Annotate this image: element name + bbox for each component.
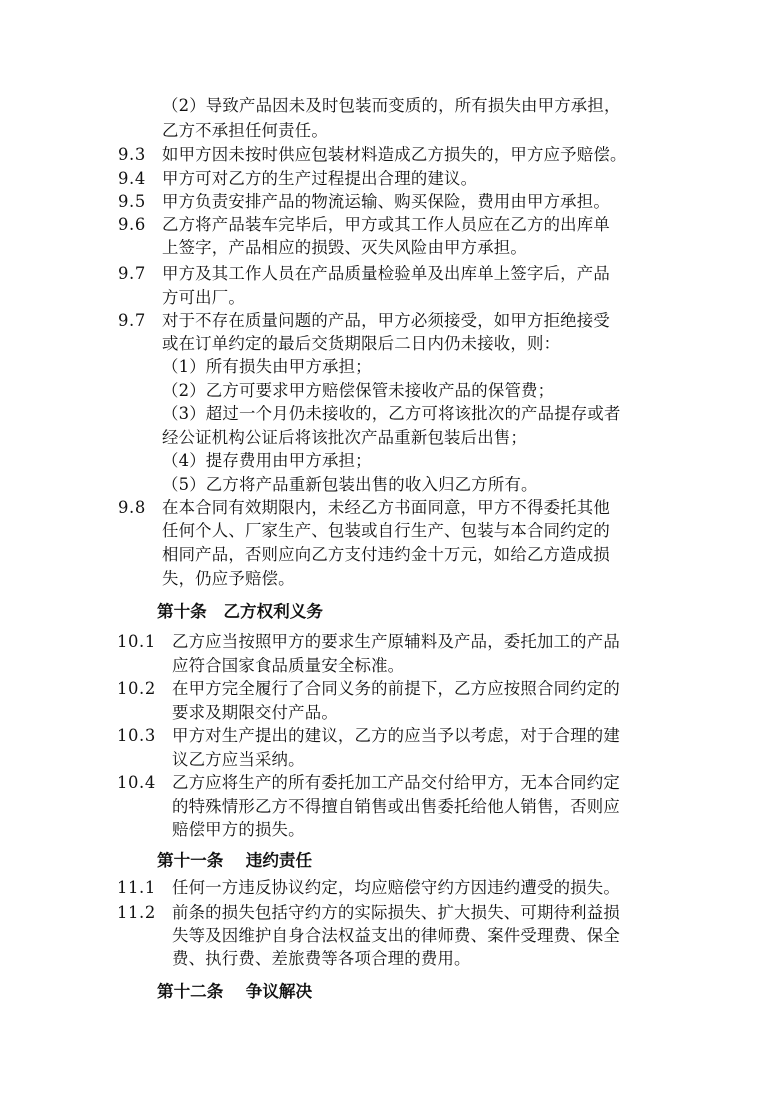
- clause-10-1-line-2: 应符合国家食品质量安全标准。: [172, 656, 405, 675]
- clause-9-2-item-2-line-1: （2）导致产品因未及时包装而变质的，所有损失由甲方承担，: [162, 96, 621, 115]
- clause-9-8-line-2: 任何个人、厂家生产、包装或自行生产、包装与本合同约定的: [162, 521, 610, 540]
- clause-9-7b-item-5: （5）乙方将产品重新包装出售的收入归乙方所有。: [162, 475, 538, 494]
- clause-10-4-number: 10.4: [117, 773, 156, 792]
- clause-10-3-line-2: 议乙方应当采纳。: [172, 750, 305, 769]
- clause-9-7a-line-1: 甲方及其工作人员在产品质量检验单及出库单上签字后，产品: [162, 264, 610, 283]
- clause-9-2-item-2-line-2: 乙方不承担任何责任。: [162, 121, 328, 140]
- clause-9-4-text: 甲方可对乙方的生产过程提出合理的建议。: [162, 169, 478, 188]
- clause-9-7b-line-1: 对于不存在质量问题的产品，甲方必须接受，如甲方拒绝接受: [162, 311, 610, 330]
- clause-10-2-line-2: 要求及期限交付产品。: [172, 703, 338, 722]
- clause-11-1-text: 任何一方违反协议约定，均应赔偿守约方因违约遭受的损失。: [172, 878, 620, 897]
- clause-9-7b-item-3-line-2: 经公证机构公证后将该批次产品重新包装后出售；: [162, 428, 527, 447]
- clause-10-1-number: 10.1: [117, 632, 156, 651]
- clause-9-3-text: 如甲方因未按时供应包装材料造成乙方损失的，甲方应予赔偿。: [162, 145, 627, 164]
- clause-9-7b-item-2: （2）乙方可要求甲方赔偿保管未接收产品的保管费；: [162, 381, 555, 400]
- clause-9-7b-item-1: （1）所有损失由甲方承担；: [162, 357, 372, 376]
- clause-9-5-text: 甲方负责安排产品的物流运输、购买保险，费用由甲方承担。: [162, 192, 610, 211]
- clause-9-8-number: 9.8: [118, 498, 146, 517]
- clause-11-2-line-3: 费、执行费、差旅费等各项合理的费用。: [172, 949, 471, 968]
- clause-9-8-line-1: 在本合同有效期限内，未经乙方书面同意，甲方不得委托其他: [162, 498, 610, 517]
- clause-11-1-number: 11.1: [117, 878, 156, 897]
- clause-9-7b-line-2: 或在订单约定的最后交货期限后二日内仍未接收，则：: [162, 334, 561, 353]
- clause-9-3-number: 9.3: [118, 145, 146, 164]
- clause-11-2-number: 11.2: [117, 903, 156, 922]
- clause-10-2-number: 10.2: [117, 679, 156, 698]
- clause-10-4-line-1: 乙方应将生产的所有委托加工产品交付给甲方，无本合同约定: [172, 773, 620, 792]
- clause-9-6-line-1: 乙方将产品装车完毕后，甲方或其工作人员应在乙方的出库单: [162, 215, 610, 234]
- clause-9-7b-item-3-line-1: （3）超过一个月仍未接收的，乙方可将该批次的产品提存或者: [162, 404, 621, 423]
- article-11-heading: 第十一条 违约责任: [157, 851, 313, 870]
- clause-10-4-line-2: 的特殊情形乙方不得擅自销售或出售委托给他人销售，否则应: [172, 797, 620, 816]
- article-12-heading: 第十二条 争议解决: [157, 982, 313, 1001]
- clause-9-7b-number: 9.7: [118, 311, 146, 330]
- article-10-heading: 第十条 乙方权利义务: [157, 602, 323, 621]
- clause-9-8-line-4: 失，仍应予赔偿。: [162, 569, 295, 588]
- clause-9-8-line-3: 相同产品，否则应向乙方支付违约金十万元，如给乙方造成损: [162, 545, 610, 564]
- clause-9-4-number: 9.4: [118, 169, 146, 188]
- clause-10-4-line-3: 赔偿甲方的损失。: [172, 820, 305, 839]
- clause-9-7a-line-2: 方可出厂。: [162, 288, 245, 307]
- clause-11-2-line-2: 失等及因维护自身合法权益支出的律师费、案件受理费、保全: [172, 926, 620, 945]
- clause-9-6-line-2: 上签字，产品相应的损毁、灭失风险由甲方承担。: [162, 238, 527, 257]
- clause-10-3-number: 10.3: [117, 726, 156, 745]
- clause-10-2-line-1: 在甲方完全履行了合同义务的前提下，乙方应按照合同约定的: [172, 679, 620, 698]
- clause-9-5-number: 9.5: [118, 192, 146, 211]
- clause-11-2-line-1: 前条的损失包括守约方的实际损失、扩大损失、可期待利益损: [172, 903, 620, 922]
- clause-9-7a-number: 9.7: [118, 264, 146, 283]
- clause-10-3-line-1: 甲方对生产提出的建议，乙方的应当予以考虑，对于合理的建: [172, 726, 620, 745]
- clause-9-7b-item-4: （4）提存费用由甲方承担；: [162, 451, 372, 470]
- clause-9-6-number: 9.6: [118, 215, 146, 234]
- clause-10-1-line-1: 乙方应当按照甲方的要求生产原辅料及产品，委托加工的产品: [172, 632, 620, 651]
